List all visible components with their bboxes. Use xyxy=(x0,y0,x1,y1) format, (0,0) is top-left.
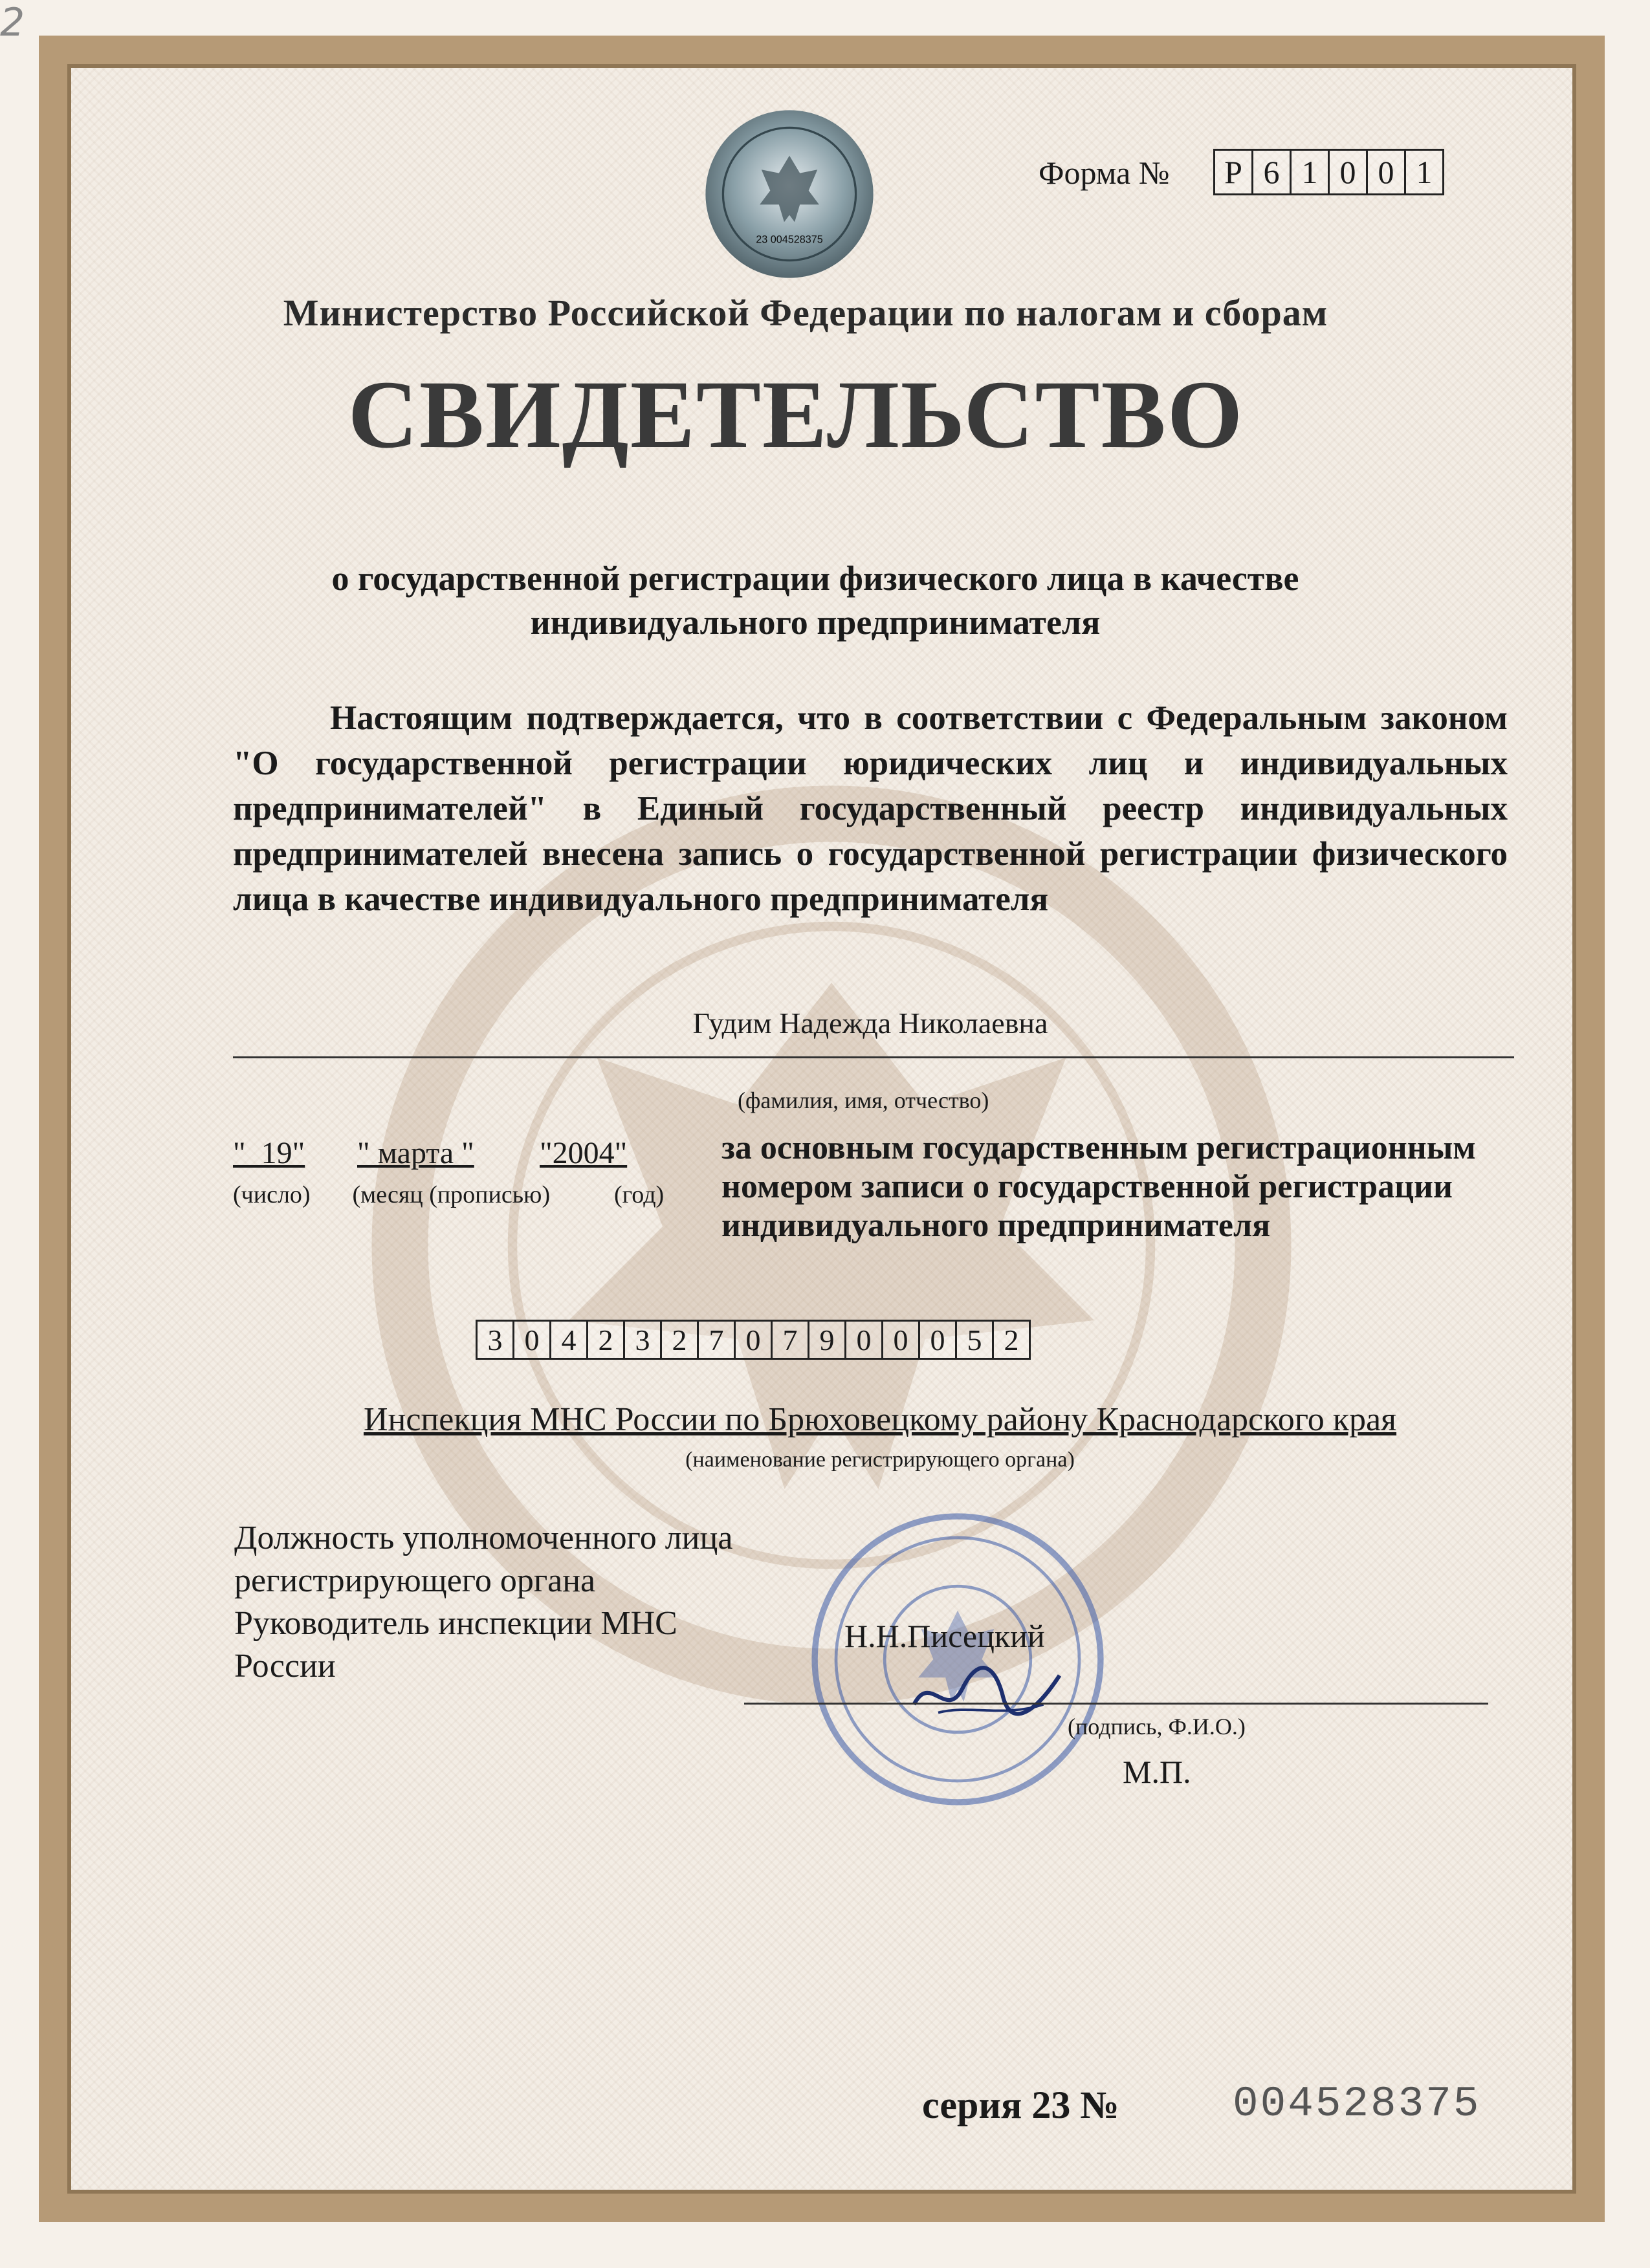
official-line: регистрирующего органа xyxy=(234,1562,596,1599)
form-digit: Р xyxy=(1213,149,1253,195)
registration-number-text: за основным государственным регистрационным номером записи о государственной регистрации индивидуального предпринимателя xyxy=(721,1129,1476,1244)
official-position xyxy=(234,1517,817,1688)
ogrn-digit: 0 xyxy=(734,1320,773,1360)
certification-text: Настоящим подтверждается, что в соответствии с Федеральным законом "О государственной регистрации юридических лиц и индивидуальных предпринимателей" в Единый государственный реестр индивидуальных предпринимателей внесена запись о государственной регистрации физического лица в качестве индивидуального предпринимателя xyxy=(233,699,1508,918)
ogrn-digit: 3 xyxy=(476,1320,514,1360)
form-digit: 0 xyxy=(1328,149,1368,195)
name-underline xyxy=(233,1056,1514,1058)
name-caption: (фамилия, имя, отчество) xyxy=(738,1087,989,1113)
document-subtitle xyxy=(214,556,1417,644)
serial-number: 004528375 xyxy=(1233,2080,1481,2128)
form-number-boxes xyxy=(1215,149,1444,195)
ogrn-digit: 2 xyxy=(586,1320,625,1360)
official-line: России xyxy=(234,1648,336,1685)
corner-mark: 2 xyxy=(0,0,25,45)
subtitle-line: о государственной регистрации физического лица в качестве xyxy=(331,559,1299,598)
signer-name: Н.Н.Писецкий xyxy=(844,1618,1045,1654)
form-digit: 0 xyxy=(1366,149,1406,195)
ogrn-number-boxes xyxy=(478,1320,1031,1360)
ogrn-digit: 2 xyxy=(992,1320,1031,1360)
ministry-heading: Министерство Российской Федерации по налогам и сборам xyxy=(283,292,1328,334)
date-month: " марта " xyxy=(357,1136,474,1170)
ogrn-digit: 7 xyxy=(771,1320,809,1360)
ogrn-digit: 2 xyxy=(660,1320,699,1360)
date-day: "_19" xyxy=(233,1136,305,1170)
form-label: Форма № xyxy=(1039,155,1170,191)
ogrn-digit: 5 xyxy=(955,1320,994,1360)
form-digit: 1 xyxy=(1404,149,1444,195)
signature-caption: (подпись, Ф.И.О.) xyxy=(1068,1714,1246,1739)
ogrn-digit: 0 xyxy=(918,1320,957,1360)
ogrn-digit: 9 xyxy=(808,1320,846,1360)
ogrn-digit: 4 xyxy=(549,1320,588,1360)
ogrn-digit: 0 xyxy=(512,1320,551,1360)
registering-authority: Инспекция МНС России по Брюховецкому району Краснодарского края xyxy=(363,1401,1397,1438)
ogrn-digit: 0 xyxy=(844,1320,883,1360)
ogrn-digit: 3 xyxy=(623,1320,662,1360)
handwritten-signature xyxy=(906,1656,1068,1727)
official-line: Руководитель инспекции МНС xyxy=(234,1605,677,1642)
date-captions xyxy=(233,1181,664,1209)
ogrn-digit: 0 xyxy=(881,1320,920,1360)
document-title: СВИДЕТЕЛЬСТВО xyxy=(347,361,1244,468)
date-year: "2004" xyxy=(540,1136,628,1170)
form-digit: 6 xyxy=(1251,149,1292,195)
signature-line xyxy=(744,1703,1488,1705)
registration-date xyxy=(233,1135,627,1171)
stamp-place-label: М.П. xyxy=(1123,1754,1191,1790)
date-caption-month: (месяц (прописью) xyxy=(352,1181,551,1208)
ogrn-digit: 7 xyxy=(697,1320,736,1360)
date-caption-year: (год) xyxy=(614,1181,665,1208)
series-label: серия 23 № xyxy=(922,2084,1119,2126)
hologram-number: 23 004528375 xyxy=(756,234,823,246)
hologram-seal xyxy=(702,107,877,281)
subtitle-line: индивидуального предпринимателя xyxy=(530,603,1101,642)
authority-caption: (наименование регистрирующего органа) xyxy=(685,1448,1075,1472)
official-line: Должность уполномоченного лица xyxy=(234,1520,733,1556)
person-name: Гудим Надежда Николаевна xyxy=(692,1007,1048,1040)
date-caption-day: (число) xyxy=(233,1181,311,1208)
form-digit: 1 xyxy=(1290,149,1330,195)
